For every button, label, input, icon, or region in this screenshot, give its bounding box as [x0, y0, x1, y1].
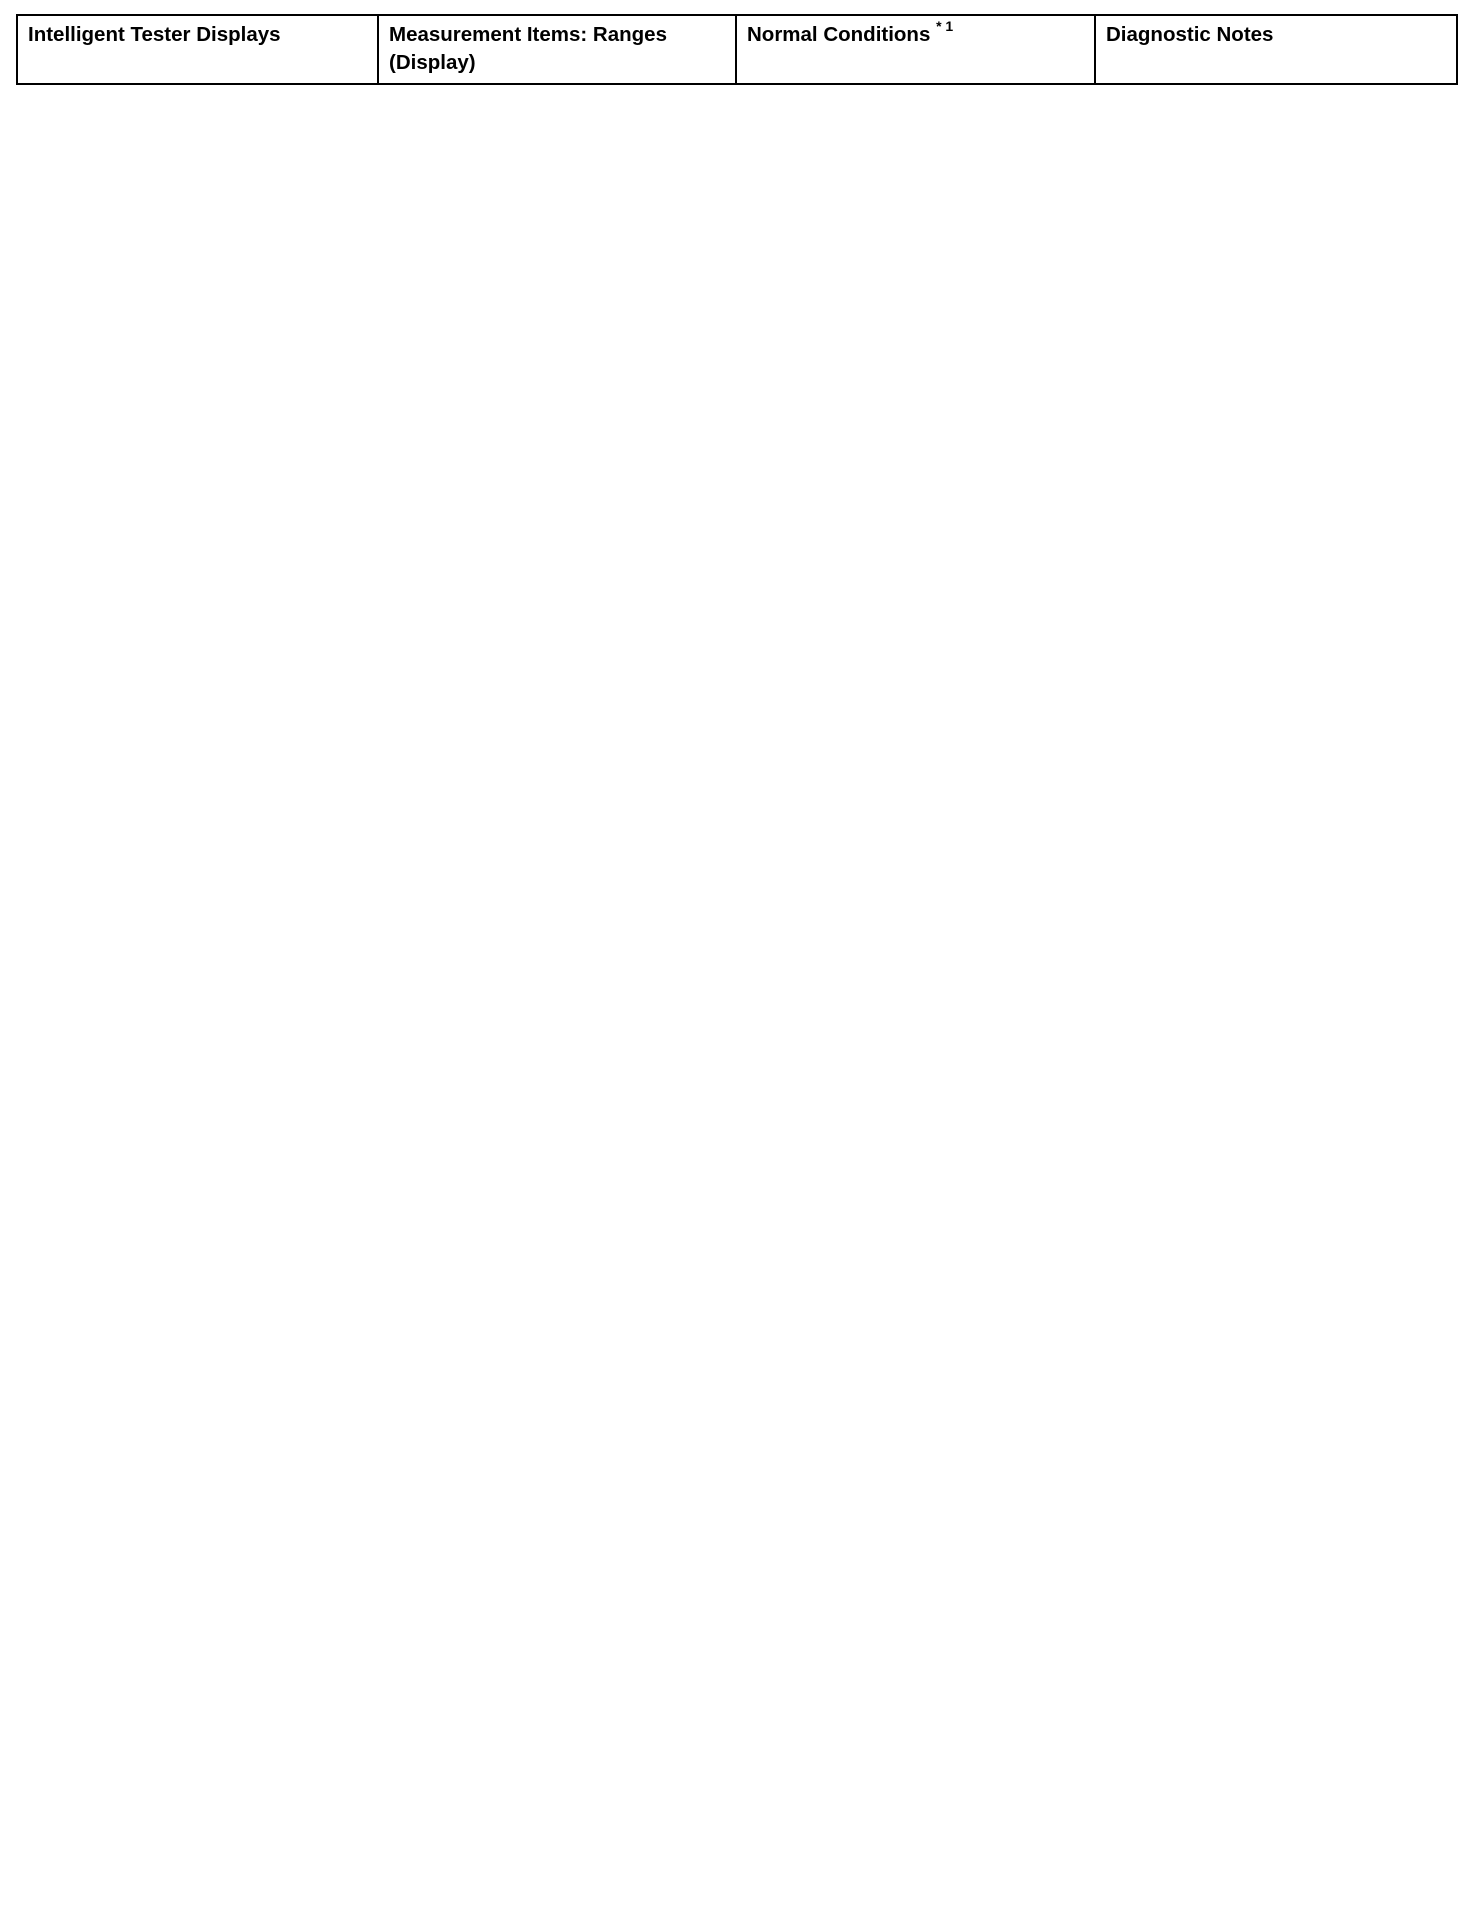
data-list-table — [16, 14, 1458, 85]
header-measurement: Measurement Items: Ranges (Display) — [378, 15, 736, 84]
header-display: Intelligent Tester Displays — [17, 15, 378, 84]
header-normal — [736, 15, 1095, 84]
header-notes: Diagnostic Notes — [1095, 15, 1457, 84]
data-list-sheet — [16, 14, 1456, 85]
header-normal-label: Normal Conditions — [747, 23, 931, 46]
footnote-mark: * 1 — [936, 18, 954, 34]
header-row — [17, 15, 1457, 84]
